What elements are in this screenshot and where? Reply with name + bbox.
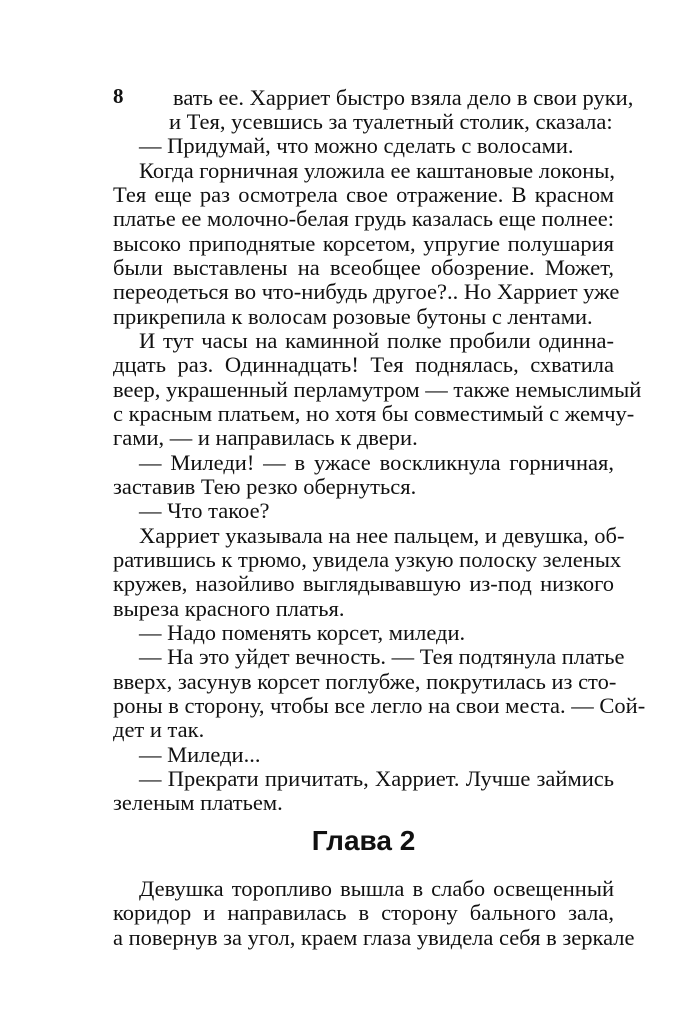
text-line: выреза красного платья. <box>113 596 345 621</box>
text-line: прикрепила к волосам розовые бутоны с лентами. <box>113 304 593 329</box>
text-line: вверх, засунув корсет поглубже, покрутилась из сто- <box>113 669 617 694</box>
text-line: зеленым платьем. <box>113 790 283 815</box>
text-line: — На это уйдет вечность. — Тея подтянула платье <box>139 644 625 669</box>
text-line: вать ее. Харриет быстро взяла дело в свои руки, <box>173 85 634 110</box>
text-line: гами, — и направилась к двери. <box>113 425 418 450</box>
text-line: кружев, назойливо выглядывавшую из-под низкого <box>113 571 614 596</box>
text-line: Когда горничная уложила ее каштановые локоны, <box>139 158 616 183</box>
text-line: И тут часы на каминной полке пробили одинна- <box>139 328 614 353</box>
text-line: дет и так. <box>113 717 205 742</box>
text-line: Девушка торопливо вышла в слабо освещенный <box>139 876 614 901</box>
text-line: Тея еще раз осмотрела свое отражение. В красном <box>113 182 614 207</box>
text-line: — Что такое? <box>139 498 270 523</box>
text-line: коридор и направилась в сторону бального зала, <box>113 900 614 925</box>
text-line: — Миледи... <box>139 742 261 767</box>
text-line: дцать раз. Одиннадцать! Тея поднялась, схватила <box>113 352 614 377</box>
text-line: высоко приподнятые корсетом, упругие полушария <box>113 231 614 256</box>
page-number: 8 <box>113 84 124 108</box>
text-line: заставив Тею резко обернуться. <box>113 474 417 499</box>
text-line: роны в сторону, чтобы все легло на свои места. — Сой- <box>113 693 646 718</box>
text-line: — Миледи! — в ужасе воскликнула горничная, <box>139 450 614 475</box>
text-line: а повернув за угол, краем глаза увидела себя в зеркале <box>113 925 635 950</box>
text-line: переодеться во что-нибудь другое?.. Но Харриет уже <box>113 279 620 304</box>
text-line: ратившись к трюмо, увидела узкую полоску зеленых <box>113 547 622 572</box>
chapter-heading: Глава 2 <box>311 825 416 856</box>
text-line: платье ее молочно-белая грудь казалась еще полнее: <box>113 206 614 231</box>
text-line: — Придумай, что можно сделать с волосами. <box>139 133 574 158</box>
text-line: с красным платьем, но хотя бы совместимый с жемчу- <box>113 401 635 426</box>
text-line: были выставлены на всеобщее обозрение. Может, <box>113 255 614 280</box>
text-line: веер, украшенный перламутром — также немыслимый <box>113 377 642 402</box>
text-line: — Прекрати причитать, Харриет. Лучше займись <box>139 766 614 791</box>
text-line: Харриет указывала на нее пальцем, и девушка, об- <box>139 523 625 548</box>
text-line: и Тея, усевшись за туалетный столик, сказала: <box>169 109 613 134</box>
text-line: — Надо поменять корсет, миледи. <box>139 620 466 645</box>
